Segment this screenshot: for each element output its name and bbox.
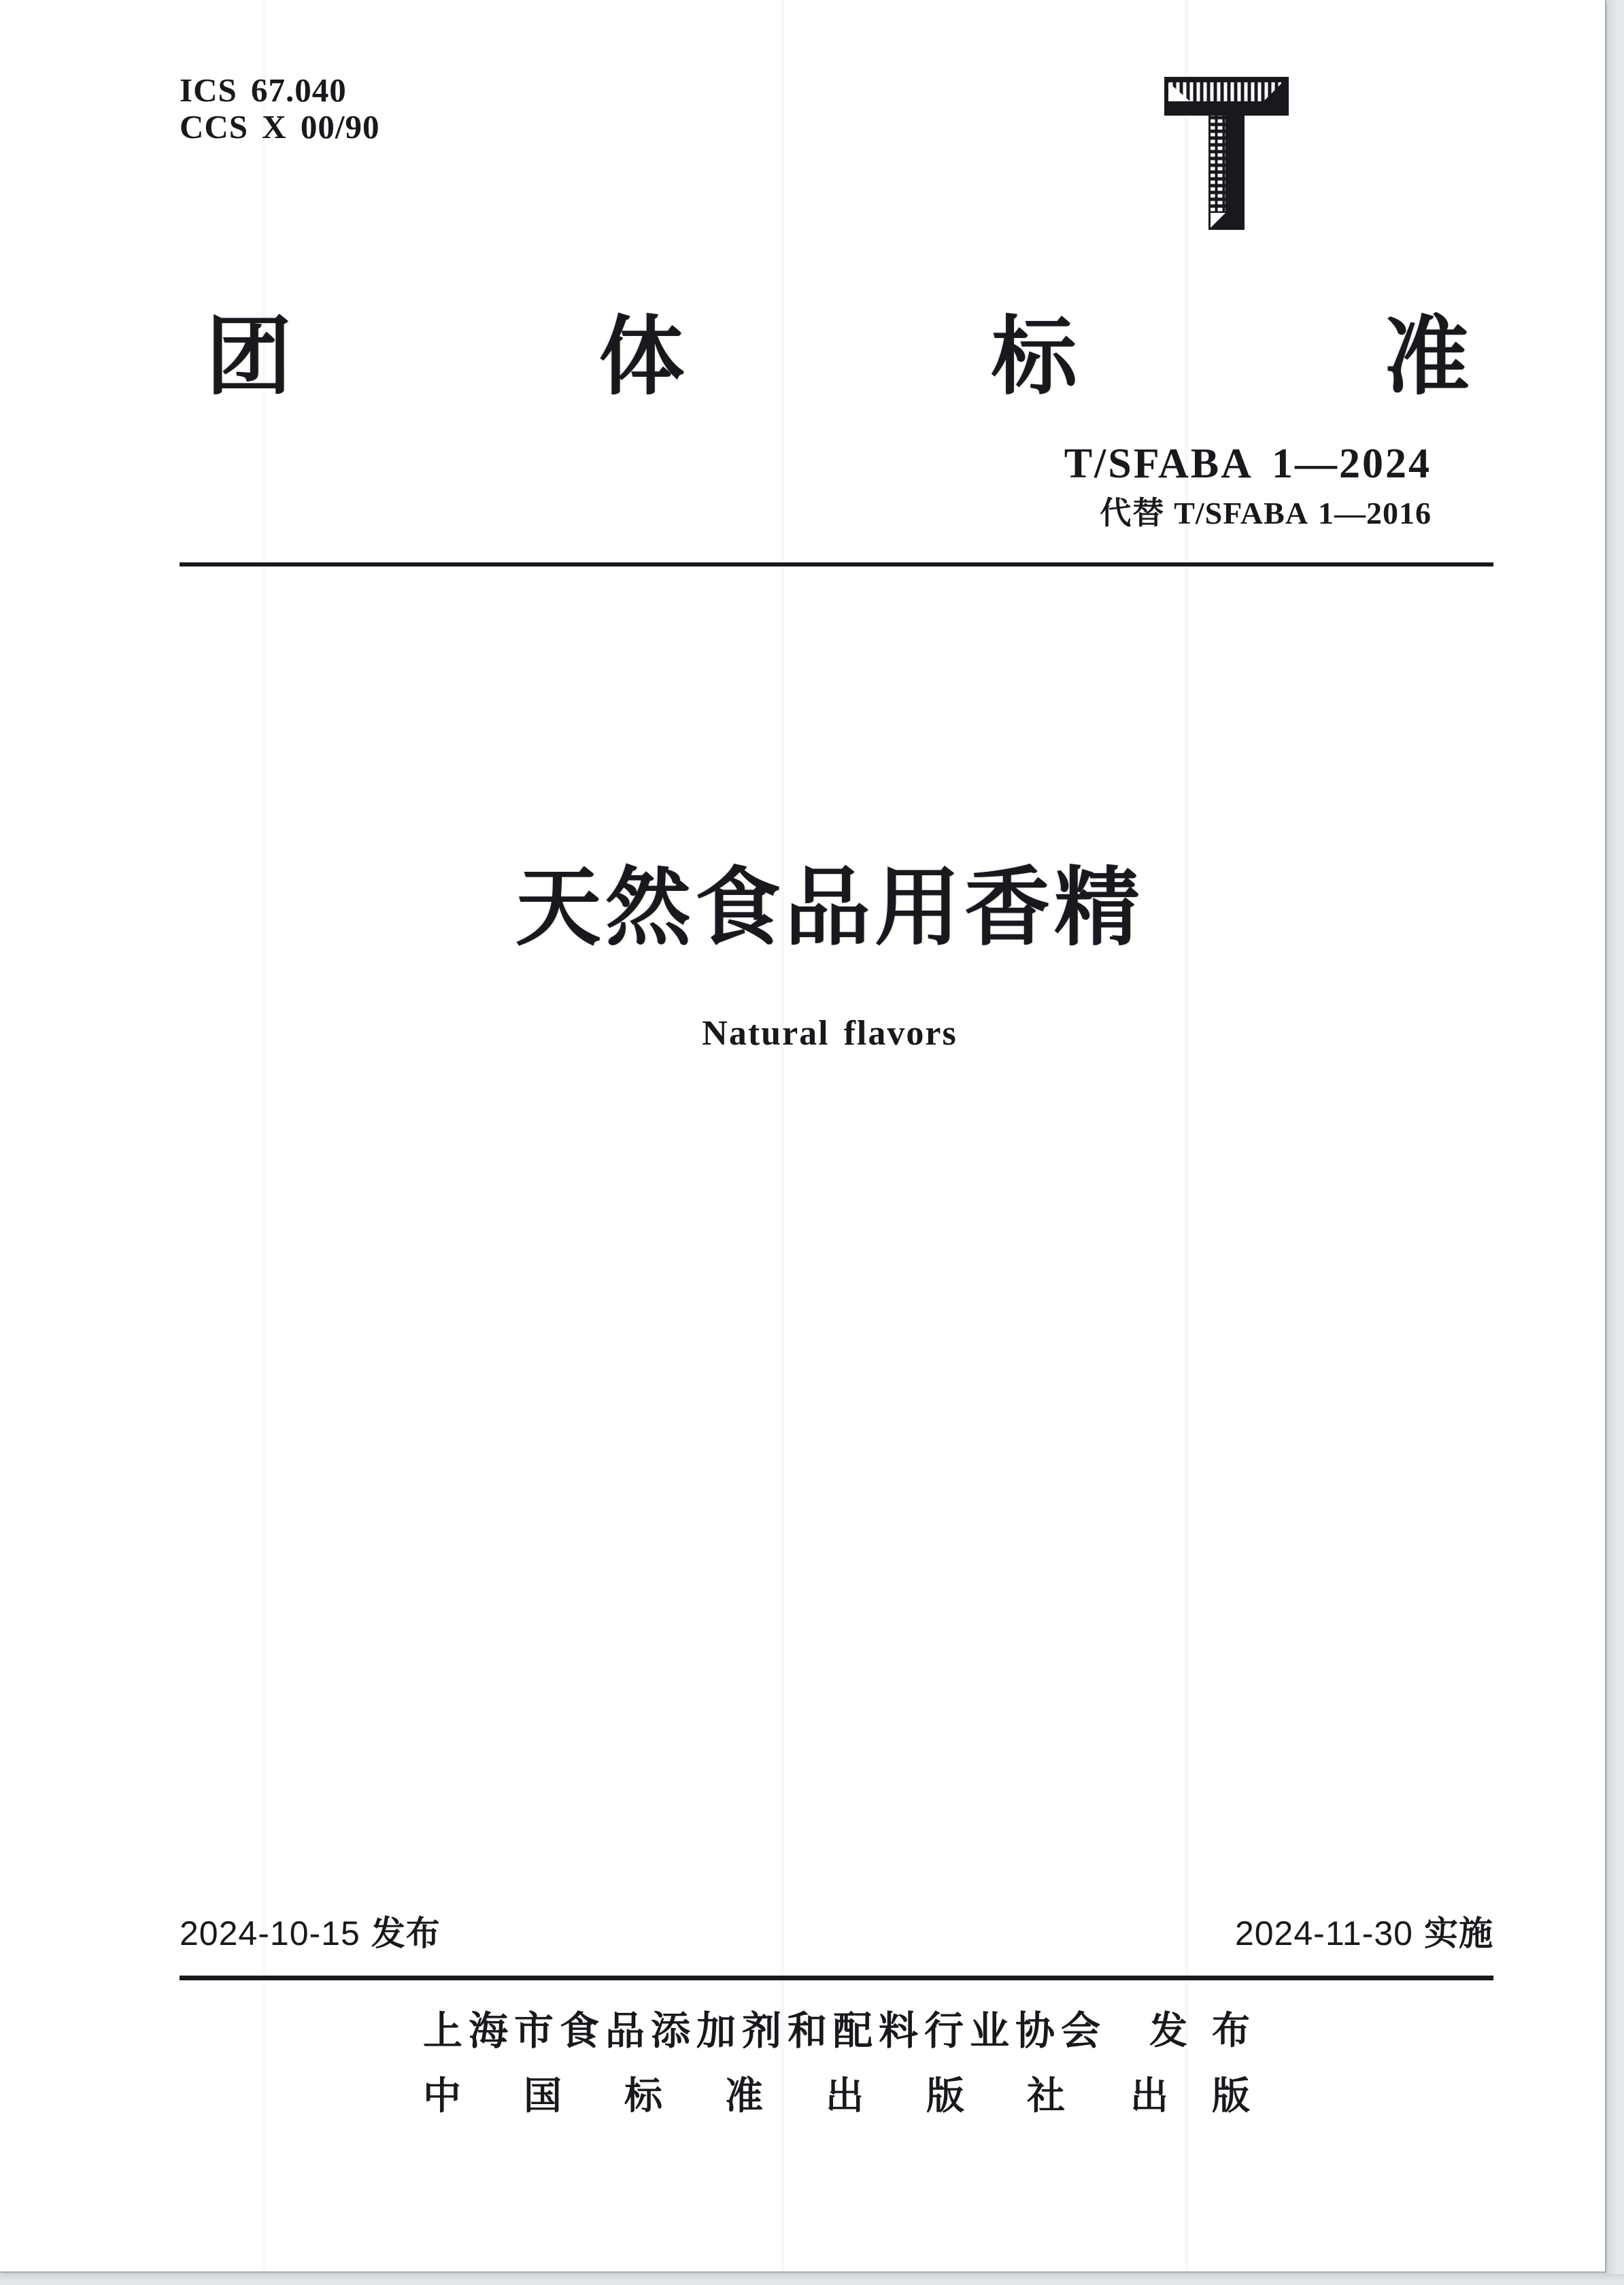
group-standard-t-logo-icon: [1164, 77, 1289, 230]
replaced-standard-number: T/SFABA 1—2016: [1174, 496, 1432, 530]
issuing-organization-row: [423, 2009, 1274, 2053]
issue-date-group: [180, 1916, 441, 1950]
viewer-gutter-bottom: [0, 2274, 1624, 2285]
ics-code: ICS 67.040: [180, 71, 347, 109]
viewer-gutter-right: [1608, 0, 1624, 2285]
document-title-en: Natural flavors: [702, 1014, 958, 1053]
footer-divider-rule: [180, 1976, 1493, 1980]
replaces-note: [1064, 495, 1432, 531]
standard-type-char: 准: [1383, 309, 1470, 405]
replaces-prefix: 代替: [1100, 495, 1166, 530]
document-title-zh: 天然食品用香精: [515, 860, 1144, 955]
standard-number-block: [1064, 442, 1432, 531]
standard-type-char: 标: [991, 309, 1077, 405]
classification-codes: [180, 72, 380, 146]
implement-date-label: 实施: [1424, 1914, 1493, 1952]
publisher-action-label: 出版: [1130, 2074, 1293, 2117]
ccs-code: CCS X 00/90: [180, 108, 380, 146]
implement-date: 2024-11-30: [1234, 1914, 1413, 1952]
publisher-name: 中国标准出版社: [423, 2074, 1128, 2117]
date-row: [180, 1916, 1493, 1950]
issue-date-label: 发布: [371, 1914, 441, 1952]
issuing-action-label: 发布: [1149, 2009, 1274, 2052]
standard-type-title: [206, 309, 1470, 405]
issuing-organization: 上海市食品添加剂和配料行业协会: [423, 2009, 1107, 2053]
standard-type-char: 体: [598, 309, 685, 405]
implement-date-group: [1235, 1916, 1493, 1950]
publisher-row: [423, 2074, 1293, 2117]
standard-type-char: 团: [206, 309, 292, 405]
issue-date: 2024-10-15: [180, 1914, 360, 1952]
standard-number: T/SFABA 1—2024: [1064, 441, 1432, 487]
header-divider-rule: [180, 562, 1493, 566]
